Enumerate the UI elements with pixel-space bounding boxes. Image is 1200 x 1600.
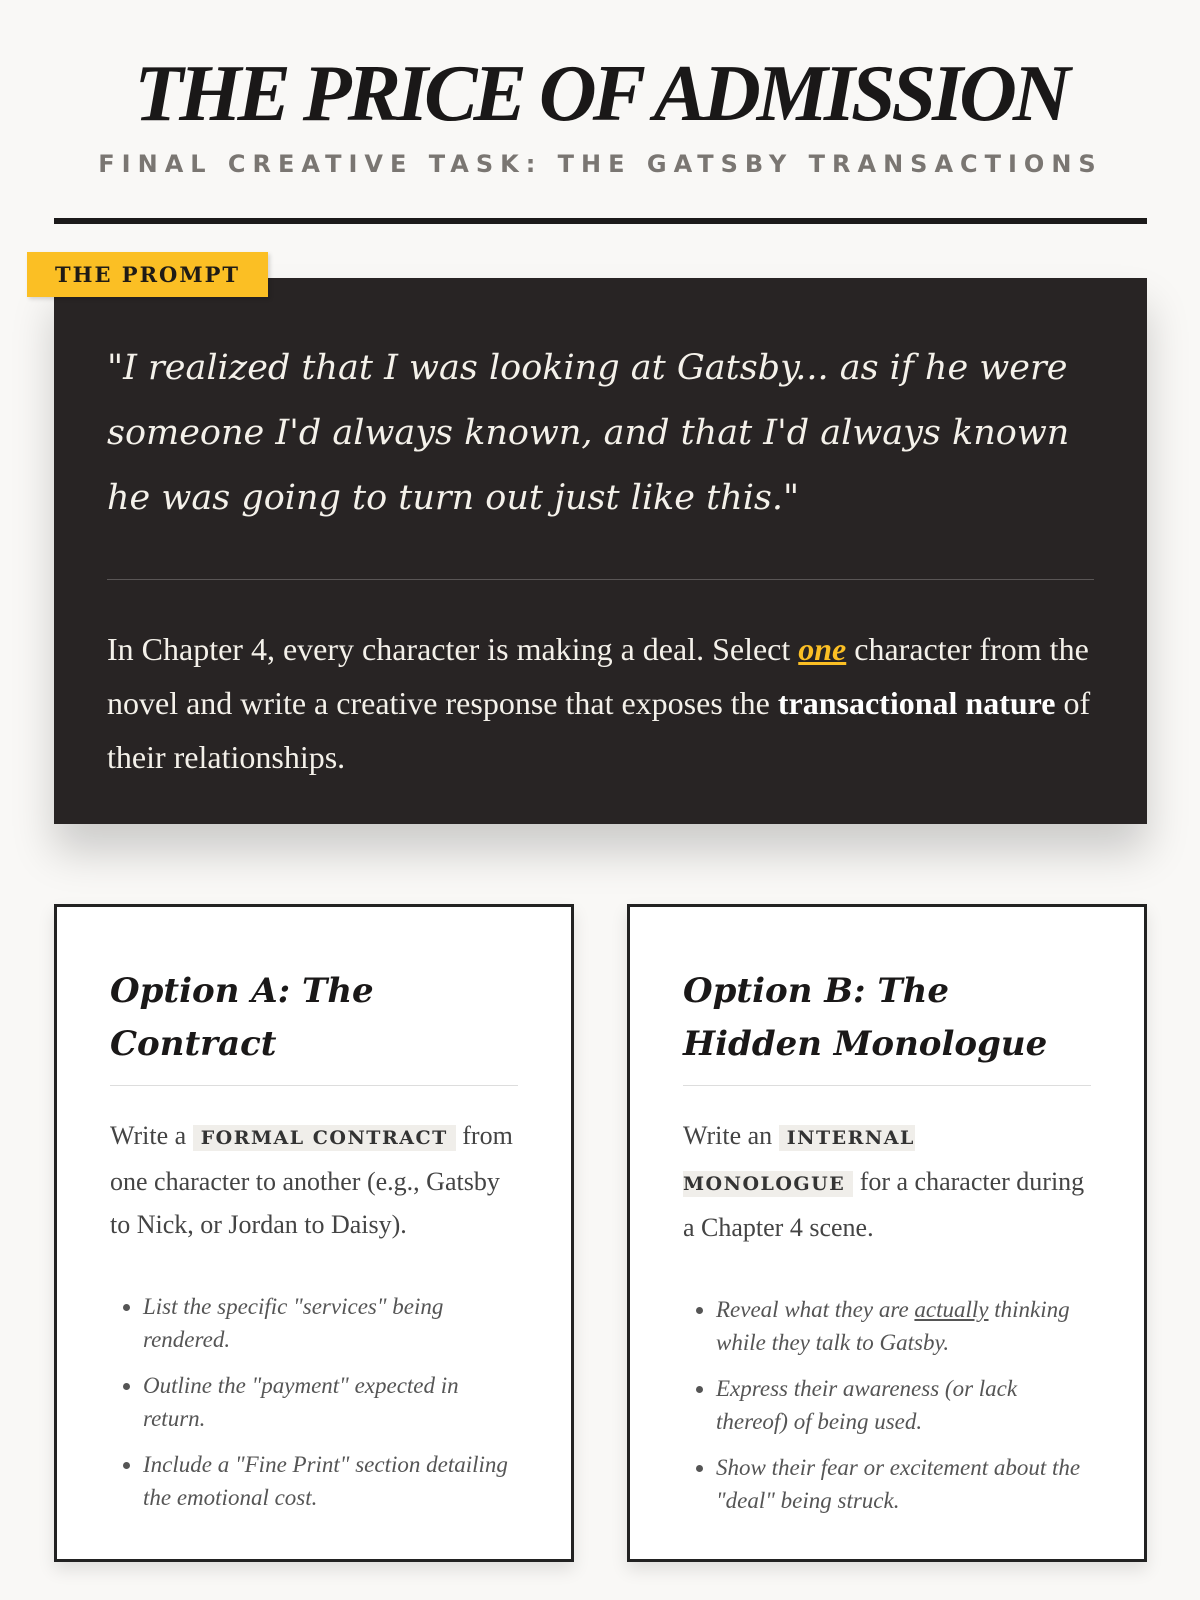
option-a-keyword: FORMAL CONTRACT (193, 1125, 456, 1151)
list-item: • Express their awareness (or lack thereof) of being used. (716, 1372, 1091, 1438)
option-a-desc-after: from one character to another (e.g., Gatsby to Nick, or Jordan to Daisy). (110, 1121, 513, 1239)
option-b-title: Option B: The Hidden Monologue (683, 965, 1091, 1086)
page-subtitle: FINAL CREATIVE TASK: THE GATSBY TRANSACTIONS (98, 150, 1103, 178)
option-b-desc-after: for a character during a Chapter 4 scene. (683, 1167, 1085, 1242)
list-item: • Outline the "payment" expected in return. (143, 1369, 518, 1435)
prompt-section (54, 262, 1147, 824)
prompt-text-middle: character from the novel and write a creative response that exposes the (107, 631, 1089, 721)
option-b-keyword: INTERNAL MONOLOGUE (683, 1127, 915, 1195)
option-a-card (54, 904, 574, 1562)
options-grid (54, 904, 1147, 1562)
list-item: • List the specific "services" being rendered. (143, 1290, 518, 1356)
option-a-title: Option A: The Contract (110, 965, 518, 1086)
list-item (716, 1293, 1091, 1359)
option-b-card (627, 904, 1147, 1562)
prompt-box (54, 278, 1147, 824)
bullet-underline: actually (914, 1297, 989, 1322)
prompt-quote: "I realized that I was looking at Gatsby... as if he were someone I'd always known, and that I'd always known he was going to turn out just like this." (107, 336, 1094, 580)
option-b-list (683, 1293, 1091, 1517)
option-a-description (110, 1114, 518, 1246)
bullet-before: Reveal what they are (716, 1297, 915, 1322)
header-divider (54, 218, 1147, 224)
option-a-list (110, 1290, 518, 1514)
page (54, 0, 1147, 1562)
prompt-bold: transactional nature (777, 685, 1056, 721)
page-title: THE PRICE OF ADMISSION (134, 50, 1067, 138)
list-item: • Include a "Fine Print" section detailing the emotional cost. (143, 1448, 518, 1514)
prompt-text-before: In Chapter 4, every character is making a deal. Select (107, 631, 799, 667)
bullet-after: thinking while they talk to Gatsby. (716, 1297, 1070, 1355)
prompt-text-after: of their relationships. (107, 685, 1091, 775)
prompt-tag: THE PROMPT (27, 252, 268, 297)
list-item: • Show their fear or excitement about the "deal" being struck. (716, 1451, 1091, 1517)
option-a-desc-before: Write a (110, 1121, 193, 1150)
prompt-text (107, 622, 1094, 784)
prompt-highlight: one (798, 631, 847, 667)
option-b-description (683, 1114, 1091, 1249)
option-b-desc-before: Write an (683, 1121, 779, 1150)
